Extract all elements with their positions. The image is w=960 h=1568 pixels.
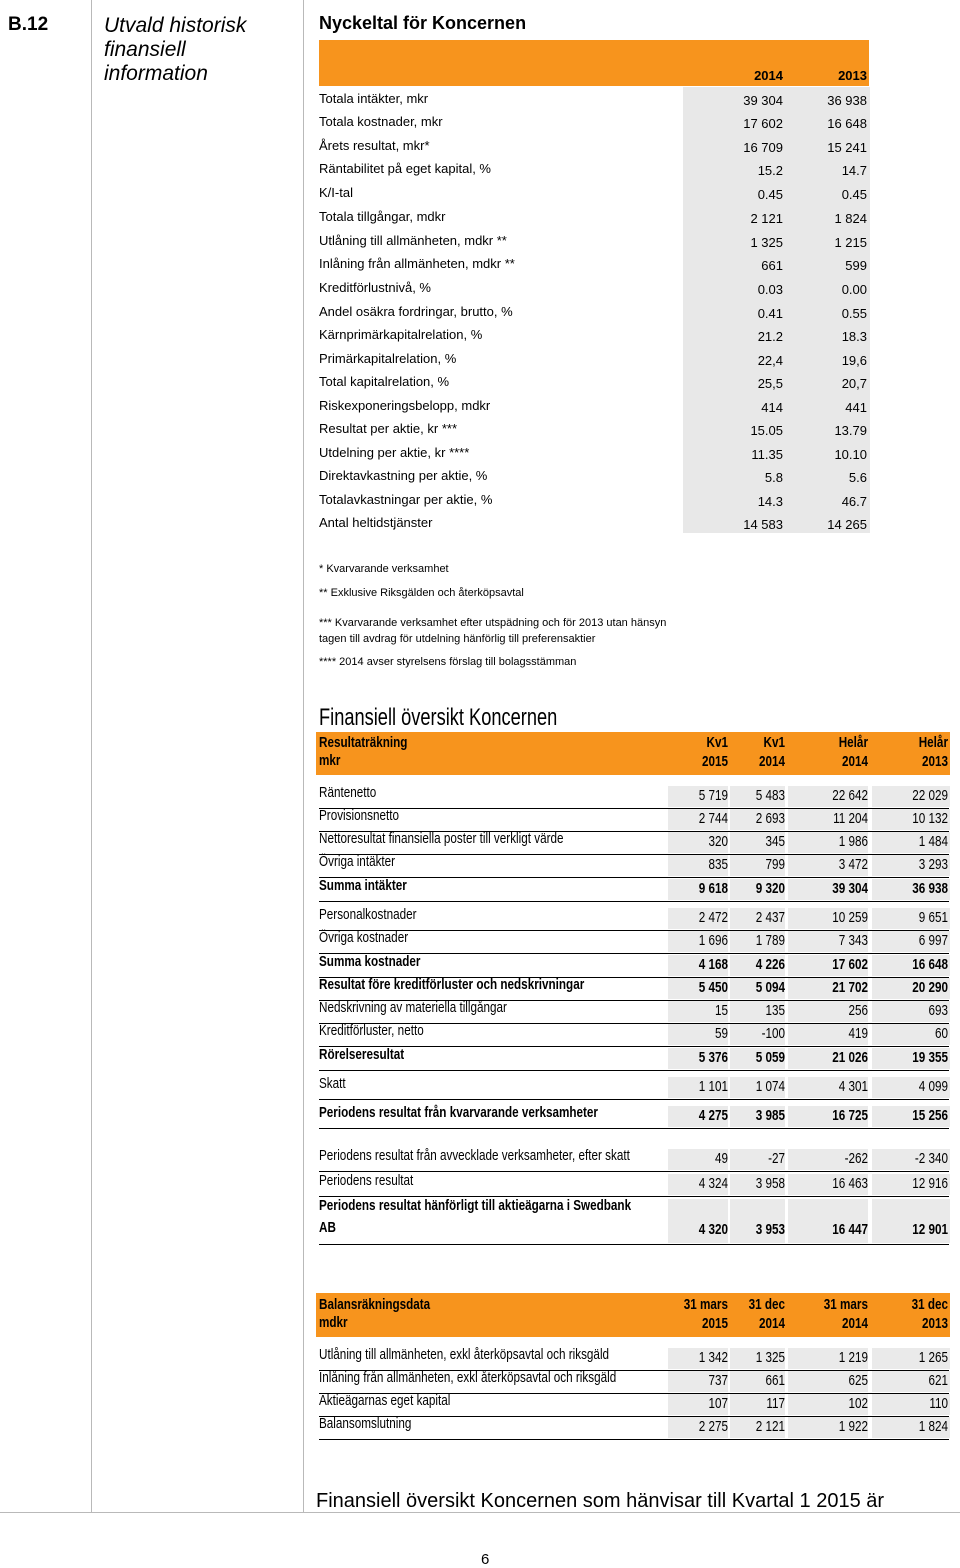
income-row-rule — [319, 1046, 949, 1047]
income-row-label: Övriga intäkter — [319, 853, 396, 870]
balance-row-value: 1 824 — [918, 1418, 948, 1435]
column-header-line-2: 2015 — [701, 753, 728, 770]
income-row-value: 21 702 — [832, 979, 868, 996]
key-figure-label: Antal heltidstjänster — [319, 515, 433, 530]
column-header-line-1: 31 mars — [823, 1296, 868, 1313]
income-row-value: 11 204 — [833, 810, 868, 827]
key-figure-value-2014: 15.2 — [757, 163, 783, 178]
key-figure-label: Andel osäkra fordringar, brutto, % — [319, 304, 513, 319]
footnote-4: **** 2014 avser styrelsens förslag till bolagsstämman — [319, 656, 577, 668]
key-figure-value-2014: 21.2 — [757, 329, 783, 344]
balance-row-value: 1 922 — [838, 1418, 868, 1435]
column-header-line-1: Kv1 — [763, 734, 785, 751]
income-header-unit: mkr — [319, 752, 341, 769]
key-figure-value-2013: 0.45 — [841, 187, 867, 202]
key-figure-label: Riskexponeringsbelopp, mdkr — [319, 398, 491, 413]
key-figure-value-2014: 0.45 — [757, 187, 783, 202]
income-row-value: 256 — [848, 1002, 868, 1019]
income-row-value: -100 — [761, 1025, 785, 1042]
section-title: Utvald historisk finansiell information — [104, 14, 247, 85]
key-figure-label: Totala kostnader, mkr — [319, 114, 443, 129]
income-row-value: 135 — [765, 1002, 785, 1019]
key-figure-value-2013: 20,7 — [841, 376, 867, 391]
income-row-value: 9 320 — [755, 880, 785, 897]
income-row-label: Rörelseresultat — [319, 1046, 405, 1063]
income-row-label: Periodens resultat — [319, 1172, 414, 1189]
income-row-value: 10 259 — [832, 909, 868, 926]
income-row-label: Periodens resultat från avvecklade verksamheter, efter skatt — [319, 1147, 630, 1164]
key-figure-value-2013: 441 — [845, 400, 867, 415]
income-row-value: 4 226 — [755, 956, 785, 973]
balance-row-value: 621 — [928, 1372, 948, 1389]
income-row-label: Kreditförluster, netto — [319, 1022, 424, 1039]
income-row-value: 4 168 — [698, 956, 728, 973]
key-figure-value-2014: 2 121 — [750, 211, 783, 226]
income-row-value: 15 256 — [912, 1107, 948, 1124]
balance-row-value: 2 121 — [755, 1418, 785, 1435]
income-row-value: 1 074 — [755, 1078, 785, 1095]
column-header-line-2: 2015 — [701, 1315, 728, 1332]
balance-row-label: Inlåning från allmänheten, exkl återköpsavtal och riksgäld — [319, 1369, 617, 1386]
income-row-value: 3 953 — [755, 1221, 785, 1238]
key-figure-value-2013: 14 265 — [827, 517, 867, 532]
income-row-value: 9 651 — [918, 909, 948, 926]
key-figure-value-2013: 599 — [845, 258, 867, 273]
key-figure-value-2014: 1 325 — [750, 235, 783, 250]
income-row-value: 2 744 — [698, 810, 728, 827]
key-figure-value-2013: 5.6 — [848, 470, 867, 485]
income-row-value: 4 324 — [698, 1175, 728, 1192]
key-figure-label: Direktavkastning per aktie, % — [319, 468, 488, 483]
income-row-value: 15 — [714, 1002, 728, 1019]
income-row-label: Provisionsnetto — [319, 807, 399, 824]
balance-row-value: 2 275 — [698, 1418, 728, 1435]
key-figure-value-2013: 36 938 — [827, 93, 867, 108]
income-row-value: 2 472 — [698, 909, 728, 926]
column-header-line-1: 31 dec — [748, 1296, 785, 1313]
column-header-line-1: Kv1 — [706, 734, 728, 751]
key-figure-value-2014: 17 602 — [743, 116, 783, 131]
key-figure-value-2014: 22,4 — [757, 353, 783, 368]
income-row-value: 5 376 — [698, 1049, 728, 1066]
balance-row-rule — [319, 1439, 949, 1440]
key-figure-value-2014: 15.05 — [750, 423, 783, 438]
column-header-line-2: 2014 — [758, 753, 785, 770]
income-row-value: 1 789 — [755, 932, 785, 949]
key-figure-value-2014: 16 709 — [743, 140, 783, 155]
income-row-value: 7 343 — [838, 932, 868, 949]
footnote-3: *** Kvarvarande verksamhet efter utspädning och för 2013 utan hänsyn tagen till avdrag för utdelning hänförlig till preferensaktier — [319, 617, 667, 645]
financial-overview-title: Finansiell översikt Koncernen — [319, 704, 558, 731]
balance-row-value: 1 219 — [838, 1349, 868, 1366]
income-row-value: 22 029 — [912, 787, 948, 804]
column-header-line-2: 2014 — [841, 1315, 868, 1332]
key-figure-label: Totalavkastningar per aktie, % — [319, 492, 493, 507]
key-figure-value-2014: 0.03 — [757, 282, 783, 297]
balance-row-value: 110 — [929, 1395, 948, 1412]
key-figure-value-2013: 19,6 — [841, 353, 867, 368]
income-row-value: 5 719 — [698, 787, 728, 804]
income-row-rule — [319, 901, 949, 902]
income-row-value: 320 — [708, 833, 728, 850]
key-figure-value-2014: 25,5 — [757, 376, 783, 391]
key-figure-value-2013: 13.79 — [834, 423, 867, 438]
column-header-line-2: 2014 — [841, 753, 868, 770]
income-row-value: 59 — [714, 1025, 728, 1042]
column-header-line-2: 2014 — [758, 1315, 785, 1332]
income-row-value: -262 — [844, 1150, 868, 1167]
key-figure-label: Totala intäkter, mkr — [319, 91, 429, 106]
column-header-line-2: 2013 — [921, 1315, 948, 1332]
key-figure-value-2014: 14 583 — [743, 517, 783, 532]
income-row-value: 835 — [708, 856, 728, 873]
income-row-value: 1 484 — [918, 833, 948, 850]
income-row-rule — [319, 1099, 949, 1100]
income-row-value: 16 725 — [832, 1107, 868, 1124]
key-figure-label: Utlåning till allmänheten, mdkr ** — [319, 233, 507, 248]
income-row-value: 419 — [848, 1025, 868, 1042]
income-row-value: -2 340 — [914, 1150, 948, 1167]
balance-row-value: 107 — [708, 1395, 728, 1412]
key-figure-value-2013: 16 648 — [827, 116, 867, 131]
income-row-label: Övriga kostnader — [319, 929, 409, 946]
income-row-value: -27 — [768, 1150, 785, 1167]
income-row-value: 2 437 — [755, 909, 785, 926]
balance-header-unit: mdkr — [319, 1314, 348, 1331]
balance-row-value: 661 — [765, 1372, 785, 1389]
key-figure-label: Räntabilitet på eget kapital, % — [319, 161, 491, 176]
income-row-value: 3 958 — [755, 1175, 785, 1192]
key-figure-value-2014: 14.3 — [757, 494, 783, 509]
balance-row-label: Balansomslutning — [319, 1415, 412, 1432]
income-row-value: 3 472 — [838, 856, 868, 873]
income-row-value: 16 447 — [832, 1221, 868, 1238]
income-row-rule — [319, 1244, 949, 1245]
income-row-value: 4 099 — [918, 1078, 948, 1095]
key-figure-label: Årets resultat, mkr* — [319, 138, 430, 153]
bottom-heading: Finansiell översikt Koncernen som hänvisar till Kvartal 1 2015 är — [316, 1490, 885, 1512]
balance-row-value: 1 325 — [755, 1349, 785, 1366]
income-row-label: Periodens resultat från kvarvarande verksamheter — [319, 1104, 598, 1121]
income-row-value: 5 483 — [755, 787, 785, 804]
income-row-value: 22 642 — [832, 787, 868, 804]
balance-row-value: 117 — [766, 1395, 785, 1412]
income-row-label-cont: AB — [319, 1219, 336, 1236]
income-row-value: 4 320 — [698, 1221, 728, 1238]
left-column-divider — [91, 0, 92, 1512]
key-figure-value-2013: 15 241 — [827, 140, 867, 155]
key-figure-value-2014: 661 — [761, 258, 783, 273]
key-figure-label: Primärkapitalrelation, % — [319, 351, 457, 366]
income-row-label: Skatt — [319, 1075, 346, 1092]
key-figure-label: Total kapitalrelation, % — [319, 374, 450, 389]
income-row-value: 1 986 — [838, 833, 868, 850]
key-figure-value-2014: 39 304 — [743, 93, 783, 108]
income-row-label: Periodens resultat hänförligt till aktieägarna i Swedbank — [319, 1197, 632, 1214]
income-row-value: 36 938 — [912, 880, 948, 897]
income-row-value: 12 901 — [912, 1221, 948, 1238]
income-row-value: 3 293 — [918, 856, 948, 873]
key-figure-value-2014: 11.35 — [751, 447, 783, 462]
income-row-label: Summa intäkter — [319, 877, 407, 894]
key-figure-label: Inlåning från allmänheten, mdkr ** — [319, 256, 515, 271]
key-figure-label: Resultat per aktie, kr *** — [319, 421, 458, 436]
key-figure-value-2013: 18.3 — [841, 329, 867, 344]
income-row-value: 345 — [765, 833, 785, 850]
income-row-value: 12 916 — [912, 1175, 948, 1192]
income-row-value: 17 602 — [832, 956, 868, 973]
key-figure-value-2014: 5.8 — [764, 470, 783, 485]
footnote-1: * Kvarvarande verksamhet — [319, 563, 449, 575]
income-row-label: Summa kostnader — [319, 953, 421, 970]
key-figure-value-2013: 46.7 — [841, 494, 867, 509]
income-row-rule — [319, 1070, 949, 1071]
balance-row-value: 102 — [848, 1395, 868, 1412]
income-row-value: 16 463 — [832, 1175, 868, 1192]
column-header-line-2: 2013 — [921, 753, 948, 770]
income-row-value: 16 648 — [912, 956, 948, 973]
middle-column-divider — [303, 0, 304, 1512]
key-figure-value-2014: 0.41 — [757, 306, 783, 321]
income-row-value: 5 059 — [755, 1049, 785, 1066]
key-figures-col-2014: 2014 — [754, 68, 783, 83]
key-figure-label: Kärnprimärkapitalrelation, % — [319, 327, 483, 342]
income-row-value: 20 290 — [912, 979, 948, 996]
income-row-value: 5 450 — [698, 979, 728, 996]
key-figure-value-2013: 14.7 — [841, 163, 867, 178]
key-figure-label: Totala tillgångar, mdkr — [319, 209, 446, 224]
income-row-value: 799 — [765, 856, 785, 873]
balance-header-label: Balansräkningsdata — [319, 1296, 431, 1313]
key-figure-label: Utdelning per aktie, kr **** — [319, 445, 470, 460]
column-header-line-1: 31 dec — [911, 1296, 948, 1313]
income-row-value: 693 — [928, 1002, 948, 1019]
income-row-label: Nettoresultat finansiella poster till verkligt värde — [319, 830, 564, 847]
column-header-line-1: Helår — [918, 734, 948, 751]
key-figures-title: Nyckeltal för Koncernen — [319, 13, 527, 33]
balance-row-value: 1 342 — [698, 1349, 728, 1366]
income-row-value: 1 696 — [698, 932, 728, 949]
income-row-value: 21 026 — [832, 1049, 868, 1066]
income-row-value: 9 618 — [698, 880, 728, 897]
income-row-value: 6 997 — [918, 932, 948, 949]
income-row-label: Nedskrivning av materiella tillgångar — [319, 999, 507, 1016]
balance-row-label: Aktieägarnas eget kapital — [319, 1392, 451, 1409]
balance-row-value: 737 — [708, 1372, 728, 1389]
income-row-value: 4 275 — [698, 1107, 728, 1124]
key-figure-value-2014: 414 — [761, 400, 783, 415]
income-row-value: 10 132 — [912, 810, 948, 827]
key-figures-col-2013: 2013 — [838, 68, 867, 83]
balance-row-value: 625 — [848, 1372, 868, 1389]
balance-row-label: Utlåning till allmänheten, exkl återköpsavtal och riksgäld — [319, 1346, 610, 1363]
key-figure-label: Kreditförlustnivå, % — [319, 280, 431, 295]
balance-row-value: 1 265 — [918, 1349, 948, 1366]
page-number: 6 — [481, 1551, 490, 1568]
key-figure-value-2013: 1 215 — [834, 235, 867, 250]
key-figure-label: K/I-tal — [319, 185, 353, 200]
key-figure-value-2013: 1 824 — [834, 211, 867, 226]
key-figure-value-2013: 10.10 — [834, 447, 867, 462]
income-row-label: Personalkostnader — [319, 906, 417, 923]
section-number: B.12 — [8, 14, 49, 35]
income-header-label: Resultaträkning — [319, 734, 408, 751]
income-row-value: 19 355 — [912, 1049, 948, 1066]
income-row-value: 4 301 — [838, 1078, 868, 1095]
income-row-rule — [319, 1171, 949, 1172]
income-row-label: Resultat före kreditförluster och nedskrivningar — [319, 976, 585, 993]
income-row-value: 3 985 — [755, 1107, 785, 1124]
income-row-value: 1 101 — [698, 1078, 728, 1095]
income-row-value: 60 — [934, 1025, 948, 1042]
key-figure-value-2013: 0.55 — [841, 306, 867, 321]
income-row-value: 49 — [714, 1150, 728, 1167]
income-row-value: 2 693 — [755, 810, 785, 827]
income-row-rule — [319, 877, 949, 878]
column-header-line-1: Helår — [838, 734, 868, 751]
column-header-line-1: 31 mars — [683, 1296, 728, 1313]
income-row-label: Räntenetto — [319, 784, 377, 801]
income-row-value: 39 304 — [832, 880, 868, 897]
income-row-rule — [319, 1128, 949, 1129]
key-figure-value-2013: 0.00 — [841, 282, 867, 297]
income-row-value: 5 094 — [755, 979, 785, 996]
footnote-2: ** Exklusive Riksgälden och återköpsavtal — [319, 587, 524, 599]
